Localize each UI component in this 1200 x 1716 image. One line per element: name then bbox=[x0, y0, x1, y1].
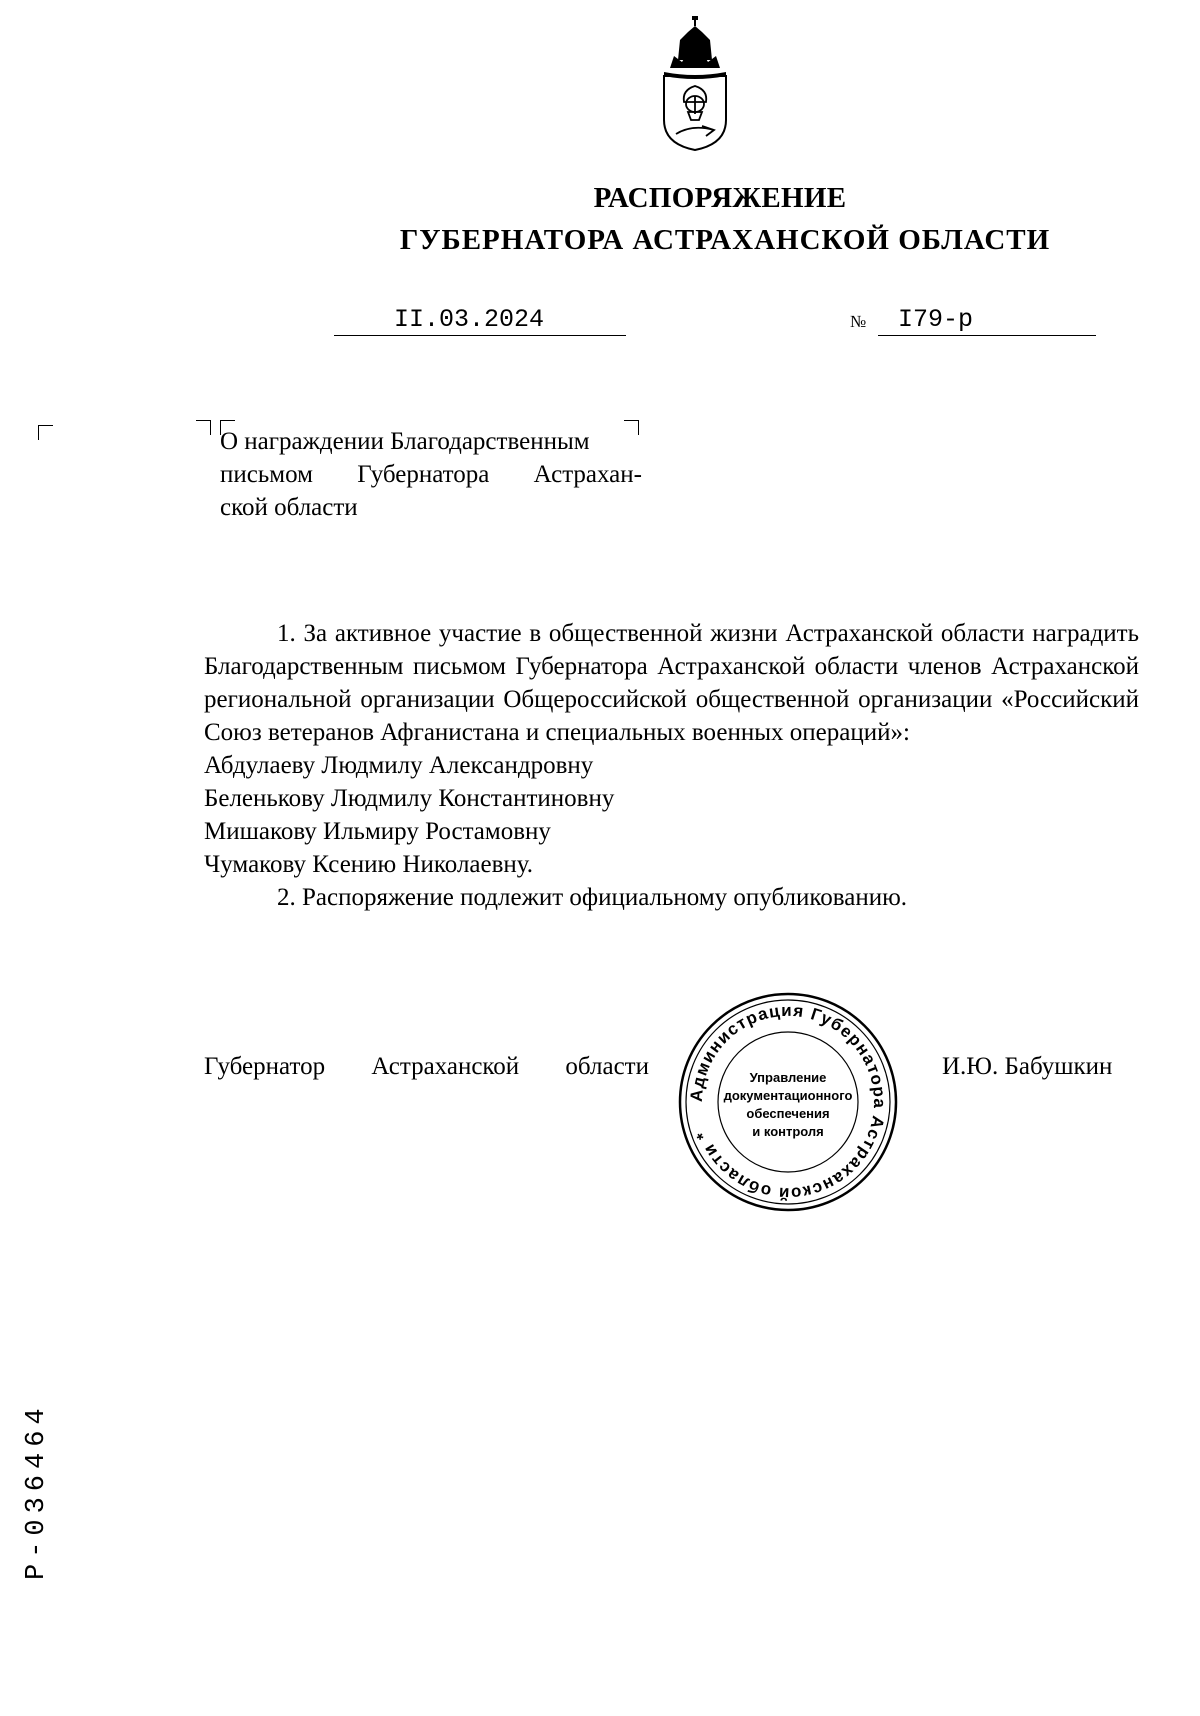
corner-mark bbox=[38, 425, 53, 440]
document-subject bbox=[220, 425, 642, 524]
subject-line: ской области bbox=[220, 494, 358, 521]
subject-line: письмом Губернатора Астрахан- bbox=[220, 461, 642, 488]
stamp-text: Управление bbox=[749, 1070, 827, 1085]
signatory-position: Губернатор Астраханской области bbox=[204, 1053, 649, 1080]
coat-of-arms-emblem bbox=[658, 16, 732, 152]
number-field bbox=[878, 305, 1096, 336]
stamp-text: и контроля bbox=[752, 1124, 824, 1139]
document-date: II.03.2024 bbox=[394, 305, 545, 334]
document-body bbox=[204, 617, 1139, 914]
awardee-name: Чумакову Ксению Николаевну. bbox=[204, 851, 534, 878]
subject-line: О награждении Благодарственным bbox=[220, 428, 590, 455]
form-serial-number: Р-036464 bbox=[22, 1402, 52, 1580]
awardee-name: Мишакову Ильмиру Ростамовну bbox=[204, 818, 551, 845]
stamp-text: документационного bbox=[723, 1088, 853, 1103]
stamp-text: обеспечения bbox=[746, 1106, 830, 1121]
awardee-name: Абдулаеву Людмилу Александровну bbox=[204, 752, 594, 779]
date-field bbox=[334, 305, 626, 336]
document-number: I79-р bbox=[898, 305, 974, 334]
number-sign: № bbox=[850, 312, 867, 331]
document-issuer: ГУБЕРНАТОРА АСТРАХАНСКОЙ ОБЛАСТИ bbox=[399, 224, 1051, 256]
stamp-ring-text: Администрация Губернатора Астраханской области * bbox=[686, 1000, 890, 1204]
paragraph-1: 1. За активное участие в общественной жизни Астраханской области наградить Благодарственным письмом Губернатора Астраханской области членов Астраханской региональной организации Общероссийской общественной организации «Российский Союз ветеранов Афганистана и специальных военных операций»: bbox=[204, 620, 1139, 746]
corner-mark bbox=[196, 420, 211, 435]
official-stamp bbox=[676, 990, 900, 1214]
paragraph-2: 2. Распоряжение подлежит официальному опубликованию. bbox=[277, 884, 908, 911]
signatory-name: И.Ю. Бабушкин bbox=[942, 1053, 1113, 1080]
document-title: РАСПОРЯЖЕНИЕ bbox=[593, 182, 847, 214]
awardee-name: Беленькову Людмилу Константиновну bbox=[204, 785, 615, 812]
